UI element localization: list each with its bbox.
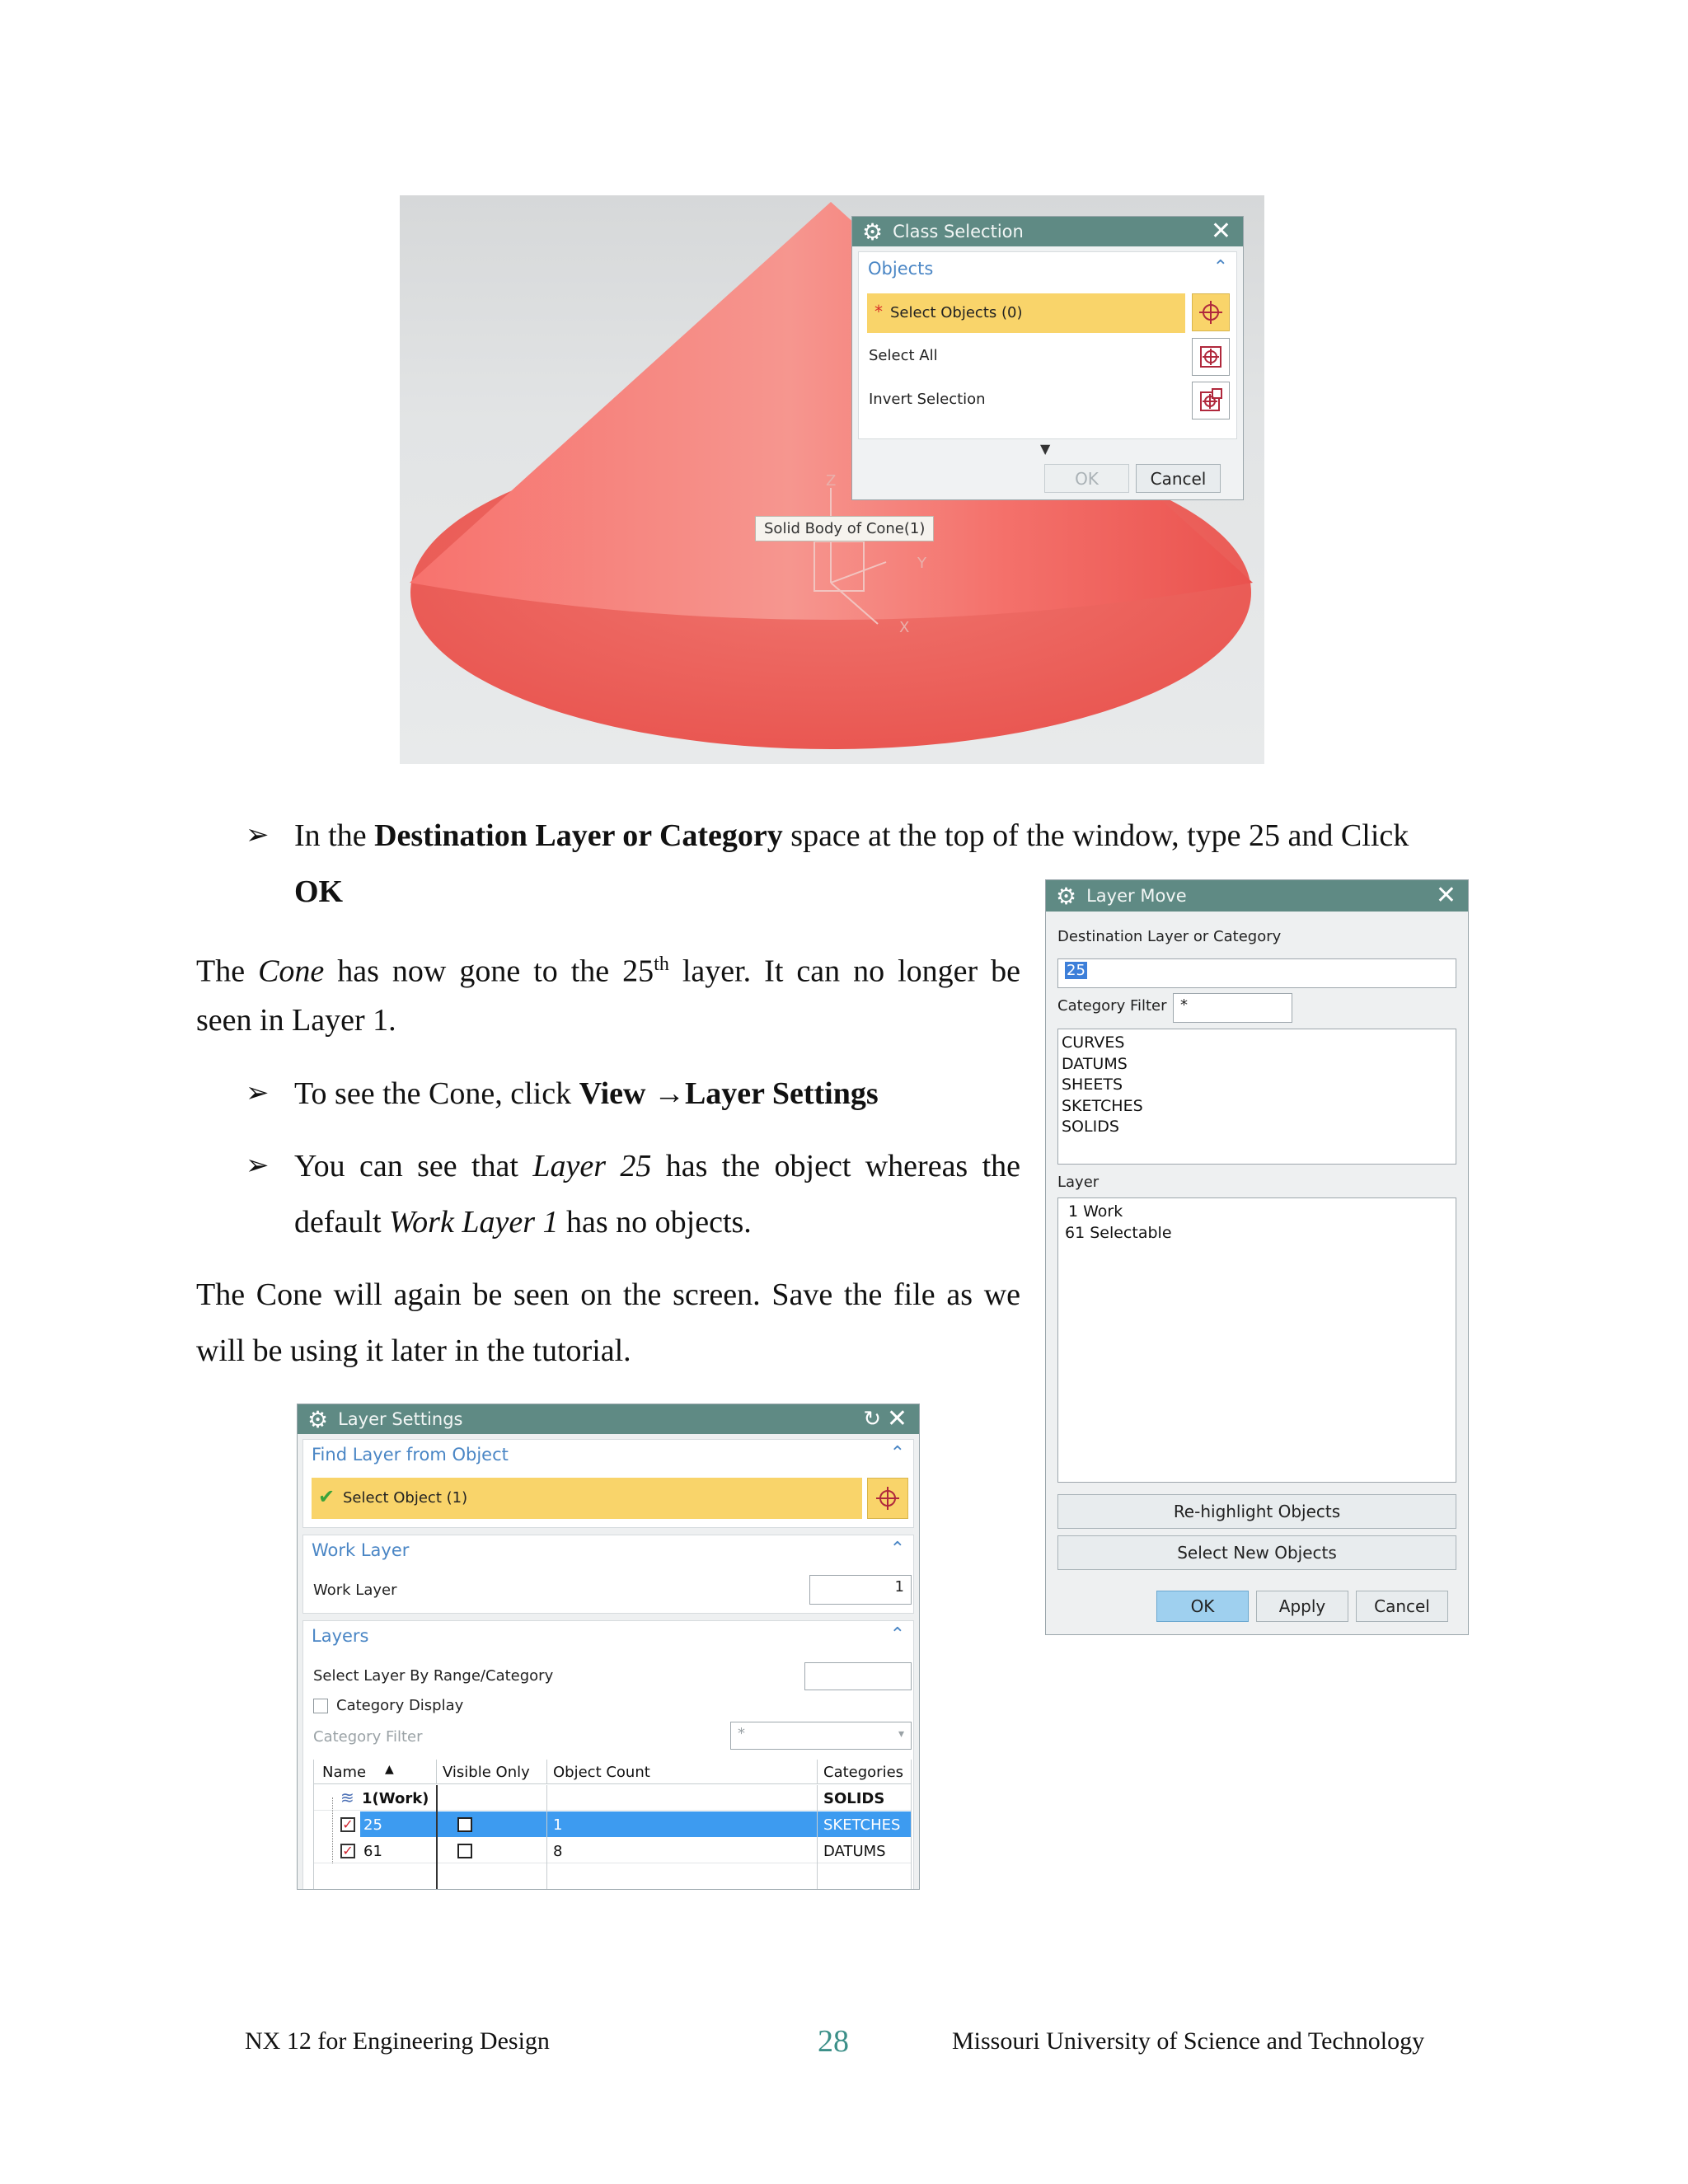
para-1-line-2-text: seen in Layer 1. [196,1003,396,1038]
bullet-marker-1: ➢ [246,820,270,851]
layer-item[interactable]: 61 Selectable [1065,1223,1172,1242]
dialog-title: Layer Settings [338,1409,463,1429]
column-header-categories[interactable]: Categories [823,1764,904,1781]
axis-y-label: Y [917,555,926,572]
table-row[interactable] [314,1838,911,1863]
select-objects-crosshair-icon[interactable] [1192,293,1230,331]
footer-right: Missouri University of Science and Technology [952,2027,1425,2055]
bullet-2-line [294,1066,879,1122]
more-options-arrow-icon[interactable]: ▼ [1040,441,1051,457]
invert-selection-icon[interactable] [1192,382,1230,419]
category-item[interactable]: SHEETS [1062,1076,1123,1094]
collapse-chevron-icon[interactable]: ⌃ [889,1539,905,1559]
bullet-1-line-2 [294,864,343,920]
bullet-1-text-a: In the [294,818,375,853]
column-divider [436,1785,438,1890]
tree-line [332,1797,333,1863]
select-new-objects-button[interactable]: Select New Objects [1057,1535,1456,1570]
table-row[interactable] [314,1785,911,1811]
class-selection-titlebar [852,217,1243,246]
bullet-3-text-d: has no objects. [558,1205,752,1240]
category-item[interactable]: CURVES [1062,1033,1125,1052]
tooltip-text: Solid Body of Cone(1) [764,520,926,537]
objects-section-header[interactable]: Objects [868,259,934,279]
rehighlight-objects-button[interactable]: Re-highlight Objects [1057,1494,1456,1529]
category-filter-input[interactable] [1173,993,1292,1023]
category-item[interactable]: SOLIDS [1062,1118,1119,1136]
layer-count: 1 [553,1816,563,1834]
category-filter-select[interactable] [730,1722,912,1750]
work-layer-section-header[interactable]: Work Layer [312,1540,410,1560]
work-layer-group [302,1535,914,1614]
category-display-checkbox[interactable] [313,1699,328,1713]
gear-icon: ⚙ [1056,882,1077,910]
invert-selection-label: Invert Selection [869,391,986,408]
class-selection-dialog [851,216,1244,500]
bullet-3-text-a: You can see that [294,1149,533,1183]
select-all-icon[interactable] [1192,338,1230,376]
layer-item[interactable]: 1 Work [1068,1202,1123,1221]
bullet-3-line-2 [294,1194,752,1250]
cancel-button[interactable]: Cancel [1356,1591,1448,1622]
para-2-line-2-text: will be using it later in the tutorial. [196,1333,631,1368]
column-header-name[interactable]: Name [322,1764,367,1781]
visible-only-checkbox[interactable] [457,1844,472,1858]
layer-stack-icon: ≋ [340,1788,354,1807]
collapse-chevron-icon[interactable]: ⌃ [1212,257,1228,278]
ok-button[interactable]: OK [1044,464,1129,493]
layer-category: SKETCHES [823,1816,901,1834]
category-item[interactable]: SKETCHES [1062,1096,1143,1115]
required-asterisk-icon: * [874,302,883,321]
table-header [314,1760,911,1784]
collapse-chevron-icon[interactable]: ⌃ [889,1443,905,1464]
dialog-title: Layer Move [1086,886,1187,906]
apply-button[interactable]: Apply [1256,1591,1348,1622]
axis-x-label: X [899,619,910,636]
select-object-crosshair-icon[interactable] [867,1478,908,1519]
bullet-1-bold: Destination Layer or Category [374,818,783,853]
collapse-chevron-icon[interactable]: ⌃ [889,1624,905,1645]
visible-checkbox-checked[interactable]: ✓ [340,1817,355,1832]
category-item[interactable]: DATUMS [1062,1054,1128,1073]
close-icon[interactable]: ✕ [1435,881,1456,910]
bullet-1-text-b: space at the top of the window, type 25 and Click [782,818,1409,853]
bullet-3-line-1 [294,1138,1020,1194]
destination-value: 25 [1067,962,1085,979]
paragraph-1-line-2 [196,992,396,1048]
axis-z-label: Z [826,472,837,490]
category-display-label: Category Display [336,1697,464,1714]
select-object-row[interactable] [312,1478,862,1519]
select-layer-by-range-label: Select Layer By Range/Category [313,1667,554,1685]
destination-label: Destination Layer or Category [1057,928,1282,945]
category-filter-value: * [738,1725,745,1742]
column-divider [546,1760,547,1784]
reset-icon[interactable]: ↻ [863,1407,881,1432]
bullet-marker-2: ➢ [246,1078,270,1108]
bullet-3-layer25: Layer 25 [532,1149,652,1183]
para-1-text-c: layer. It can no longer be [668,954,1021,989]
category-filter-label: Category Filter [1057,997,1167,1015]
visible-only-checkbox[interactable] [457,1817,472,1832]
work-layer-input[interactable] [809,1575,912,1605]
column-divider [436,1760,437,1784]
checkmark-icon: ✔ [318,1485,335,1508]
object-tooltip [755,516,934,541]
bullet-2-text: To see the Cone, click [294,1076,579,1111]
layer-name: 1(Work) [362,1790,429,1807]
find-layer-group [302,1439,914,1528]
select-objects-row[interactable] [867,293,1185,333]
paragraph-1-line-1 [196,936,1020,1000]
cone-screenshot [400,195,1264,764]
ok-button[interactable]: OK [1156,1591,1249,1622]
work-layer-label: Work Layer [313,1582,397,1599]
select-layer-by-range-input[interactable] [804,1662,912,1690]
bullet-2-bold: View →Layer Settings [579,1076,879,1111]
layer-settings-titlebar [298,1404,919,1434]
category-list[interactable] [1057,1029,1456,1165]
cancel-button[interactable]: Cancel [1136,464,1221,493]
paragraph-2-line-2 [196,1323,631,1379]
table-row-selected[interactable] [314,1811,911,1837]
page-number: 28 [818,2024,849,2059]
gear-icon: ⚙ [862,218,884,246]
column-divider [817,1760,818,1784]
layer-settings-dialog [297,1404,920,1890]
column-header-object-count[interactable]: Object Count [553,1764,650,1781]
para-2-line-1-text: The Cone will again be seen on the screen. Save the file as we [196,1277,1020,1312]
column-header-visible-only[interactable]: Visible Only [443,1764,530,1781]
close-icon[interactable]: ✕ [886,1404,907,1433]
para-1-text-b: has now gone to the 25 [324,954,654,989]
footer-left: NX 12 for Engineering Design [245,2027,550,2055]
layer-label: Layer [1057,1174,1100,1191]
layer-move-dialog [1045,879,1469,1635]
layer-move-titlebar [1046,880,1468,912]
select-object-label: Select Object (1) [343,1489,468,1507]
para-1-text-a: The [196,954,259,989]
para-1-cone: Cone [258,954,325,989]
bullet-3-text-b: has the object whereas the [651,1149,1021,1183]
work-layer-value: 1 [894,1578,904,1596]
column-divider [817,1785,818,1890]
layer-name: 25 [363,1816,382,1834]
category-filter-value: * [1180,996,1188,1014]
layer-list[interactable] [1057,1197,1456,1483]
destination-input[interactable] [1057,958,1456,988]
para-1-sup: th [654,954,669,975]
dropdown-arrow-icon: ▾ [898,1727,904,1741]
bullet-3-text-c: default [294,1205,390,1240]
layers-group [302,1620,914,1890]
select-objects-label: Select Objects (0) [890,304,1023,321]
layer-count: 8 [553,1843,563,1860]
layers-table [313,1760,912,1890]
find-layer-section-header[interactable]: Find Layer from Object [312,1445,509,1465]
category-filter-label: Category Filter [313,1728,423,1746]
bullet-3-work: Work Layer 1 [389,1205,559,1240]
layers-section-header[interactable]: Layers [312,1626,369,1646]
paragraph-2-line-1 [196,1267,1020,1323]
close-icon[interactable]: ✕ [1210,217,1231,246]
visible-checkbox-checked[interactable]: ✓ [340,1844,355,1858]
bullet-1-line-1 [294,808,1481,864]
sort-ascending-icon: ▲ [385,1763,394,1776]
column-divider [546,1785,547,1890]
select-all-label: Select All [869,347,938,364]
layer-category: DATUMS [823,1843,886,1860]
objects-group [858,251,1237,439]
dialog-title: Class Selection [893,222,1024,241]
gear-icon: ⚙ [307,1405,329,1433]
bullet-1-ok: OK [294,874,344,909]
bullet-marker-3: ➢ [246,1151,270,1181]
layer-name: 61 [363,1843,382,1860]
layer-category: SOLIDS [823,1790,885,1807]
